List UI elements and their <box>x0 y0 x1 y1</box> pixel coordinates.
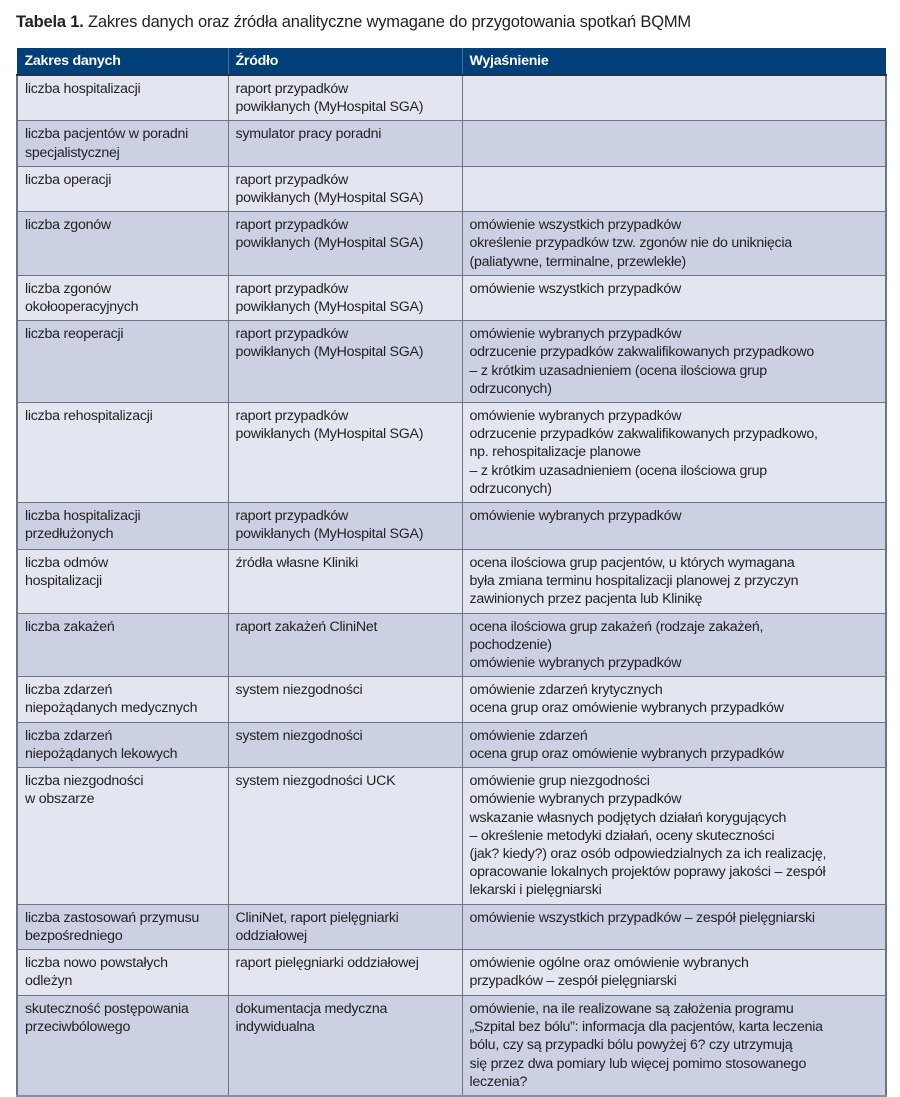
cell-explanation <box>462 503 886 550</box>
cell-source <box>228 503 462 550</box>
cell-source-line: raport przypadków <box>235 508 348 525</box>
cell-source-line: indywidualna <box>235 1019 315 1036</box>
cell-source-line: raport przypadków <box>235 171 348 188</box>
cell-source-line: symulator pracy poradni <box>235 126 382 143</box>
cell-explanation-line: omówienie, na ile realizowane są założenia programu <box>469 1000 794 1017</box>
table-row <box>17 904 886 949</box>
cell-scope-line: liczba hospitalizacji <box>25 508 141 525</box>
cell-scope <box>17 904 228 949</box>
cell-source-line: powikłanych (MyHospital SGA) <box>235 526 424 543</box>
cell-explanation-line: odrzucenie przypadków zakwalifikowanych przypadkowo <box>469 344 814 361</box>
cell-scope <box>17 768 228 904</box>
cell-scope <box>17 75 228 121</box>
cell-scope-line: przeciwbólowego <box>25 1019 131 1036</box>
cell-source <box>228 768 462 904</box>
cell-explanation-line: ocena grup oraz omówienie wybranych przypadków <box>469 700 784 717</box>
cell-scope-line: liczba reoperacji <box>25 326 124 343</box>
cell-scope <box>17 275 228 320</box>
table-body <box>17 75 886 1096</box>
cell-explanation-line: – określenie metodyki działań, oceny skuteczności <box>469 827 775 844</box>
cell-scope-line: okołooperacyjnych <box>25 299 139 316</box>
cell-explanation-line: ocena ilościowa grup zakażeń (rodzaje zakażeń, <box>469 618 764 635</box>
cell-explanation <box>462 166 886 211</box>
cell-explanation-line: wskazanie własnych podjętych działań korygujących <box>469 809 787 826</box>
cell-source-line: powikłanych (MyHospital SGA) <box>235 426 424 443</box>
cell-scope-line: skuteczność postępowania <box>25 1000 189 1017</box>
cell-source <box>228 722 462 767</box>
cell-source <box>228 677 462 722</box>
cell-source <box>228 403 462 503</box>
cell-explanation <box>462 768 886 904</box>
cell-scope <box>17 949 228 995</box>
cell-scope <box>17 403 228 503</box>
cell-source <box>228 275 462 320</box>
cell-source <box>228 121 462 166</box>
cell-source-line: raport przypadków <box>235 326 348 343</box>
cell-explanation-line: ocena grup oraz omówienie wybranych przypadków <box>469 745 784 762</box>
cell-source-line: raport przypadków <box>235 280 348 297</box>
cell-scope <box>17 321 228 403</box>
caption-label: Tabela 1. <box>16 13 84 31</box>
cell-source <box>228 904 462 949</box>
cell-source <box>228 166 462 211</box>
cell-explanation <box>462 212 886 276</box>
cell-explanation-line: pochodzenie) <box>469 636 552 653</box>
cell-source-line: dokumentacja medyczna <box>235 1000 388 1017</box>
table-row <box>17 722 886 767</box>
cell-scope-line: odleżyn <box>25 973 73 990</box>
cell-scope-line: liczba nowo powstałych <box>25 954 168 971</box>
cell-explanation-line: omówienie ogólne oraz omówienie wybranych <box>469 954 749 971</box>
cell-explanation-line: omówienie zdarzeń krytycznych <box>469 682 663 699</box>
cell-explanation-line: była zmiana terminu hospitalizacji planowej z przyczyn <box>469 573 799 590</box>
cell-scope-line: niepożądanych medycznych <box>25 700 198 717</box>
cell-scope-line: liczba zdarzeń <box>25 682 113 699</box>
table-row <box>17 166 886 211</box>
table-header-row <box>17 48 886 75</box>
cell-explanation-line: lekarski i pielęgniarski <box>469 882 602 899</box>
table-row <box>17 275 886 320</box>
cell-source-line: raport przypadków <box>235 408 348 425</box>
cell-scope-line: liczba operacji <box>25 171 112 188</box>
table-row <box>17 403 886 503</box>
cell-scope <box>17 677 228 722</box>
cell-explanation-line: (jak? kiedy?) oraz osób odpowiedzialnych za ich realizację, <box>469 845 827 862</box>
cell-explanation-line: omówienie wszystkich przypadków <box>469 280 681 297</box>
cell-explanation-line: omówienie wybranych przypadków <box>469 655 682 672</box>
cell-explanation-line: omówienie wszystkich przypadków <box>469 217 681 234</box>
cell-explanation-line: omówienie wybranych przypadków <box>469 326 682 343</box>
cell-source <box>228 995 462 1096</box>
cell-scope <box>17 613 228 677</box>
cell-source <box>228 321 462 403</box>
cell-scope-line: liczba hospitalizacji <box>25 81 141 97</box>
cell-explanation <box>462 677 886 722</box>
cell-source <box>228 613 462 677</box>
cell-source-line: raport przypadków <box>235 217 348 234</box>
cell-scope-line: liczba zgonów <box>25 280 111 297</box>
cell-explanation-line: (paliatywne, terminalne, przewlekłe) <box>469 253 687 270</box>
cell-explanation-line: odrzucenie przypadków zakwalifikowanych przypadkowo, <box>469 426 818 443</box>
cell-explanation-line: omówienie wybranych przypadków <box>469 408 682 425</box>
cell-scope <box>17 503 228 550</box>
cell-explanation-line: odrzuconych) <box>469 380 552 397</box>
caption-text: Zakres danych oraz źródła analityczne wymagane do przygotowania spotkań BQMM <box>87 13 691 31</box>
table-row <box>17 995 886 1096</box>
cell-explanation <box>462 550 886 614</box>
cell-explanation-line: ocena ilościowa grup pacjentów, u których wymagana <box>469 555 795 572</box>
cell-scope <box>17 121 228 166</box>
table-row <box>17 121 886 166</box>
cell-source <box>228 212 462 276</box>
cell-source-line: powikłanych (MyHospital SGA) <box>235 299 424 316</box>
cell-scope-line: hospitalizacji <box>25 573 102 590</box>
cell-scope-line: liczba pacjentów w poradni <box>25 126 189 143</box>
header-explanation: Wyjaśnienie <box>462 48 886 75</box>
cell-source-line: system niezgodności UCK <box>235 773 396 790</box>
cell-explanation-line: przypadków – zespół pielęgniarski <box>469 973 677 990</box>
table-row <box>17 613 886 677</box>
cell-source-line: oddziałowej <box>235 927 307 944</box>
cell-scope-line: liczba zastosowań przymusu <box>25 909 200 926</box>
cell-scope <box>17 550 228 614</box>
data-sources-table <box>16 48 887 1097</box>
cell-scope <box>17 212 228 276</box>
cell-explanation <box>462 904 886 949</box>
cell-source-line: powikłanych (MyHospital SGA) <box>235 190 424 207</box>
cell-explanation-line: omówienie zdarzeń <box>469 727 588 744</box>
cell-explanation-line: bólu, czy są przypadki bólu powyżej 6? czy utrzymują <box>469 1037 793 1054</box>
cell-scope-line: liczba odmów <box>25 555 108 572</box>
table-row <box>17 212 886 276</box>
cell-explanation-line: się przez dwa pomiary lub więcej pomimo stosowanego <box>469 1055 807 1072</box>
cell-scope-line: liczba zgonów <box>25 217 111 234</box>
cell-scope-line: przedłużonych <box>25 526 114 543</box>
table-row <box>17 550 886 614</box>
cell-source-line: źródła własne Kliniki <box>235 555 358 572</box>
cell-explanation <box>462 722 886 767</box>
cell-source-line: CliniNet, raport pielęgniarki <box>235 909 399 926</box>
table-row <box>17 949 886 995</box>
cell-explanation-line: odrzuconych) <box>469 480 552 497</box>
table-row <box>17 768 886 904</box>
cell-explanation <box>462 949 886 995</box>
cell-explanation <box>462 121 886 166</box>
cell-explanation-line: zawinionych przez pacjenta lub Klinikę <box>469 591 703 608</box>
cell-explanation-line: np. rehospitalizacje planowe <box>469 444 641 461</box>
header-scope: Zakres danych <box>17 48 228 75</box>
cell-source-line: raport zakażeń CliniNet <box>235 618 378 635</box>
cell-explanation-line: leczenia? <box>469 1073 528 1090</box>
cell-explanation <box>462 995 886 1096</box>
cell-scope-line: liczba zdarzeń <box>25 727 113 744</box>
cell-explanation-line: omówienie wybranych przypadków <box>469 791 682 808</box>
cell-source-line: raport pielęgniarki oddziałowej <box>235 954 419 971</box>
cell-scope <box>17 722 228 767</box>
header-source: Źródło <box>228 48 462 75</box>
cell-source <box>228 949 462 995</box>
cell-source-line: powikłanych (MyHospital SGA) <box>235 344 424 361</box>
table-row <box>17 321 886 403</box>
cell-source <box>228 550 462 614</box>
cell-scope-line: liczba rehospitalizacji <box>25 408 153 425</box>
cell-scope-line: specjalistycznej <box>25 144 120 161</box>
cell-explanation-line: określenie przypadków tzw. zgonów nie do uniknięcia <box>469 235 792 252</box>
table-row <box>17 503 886 550</box>
cell-source-line: system niezgodności <box>235 682 363 699</box>
cell-explanation-line: opracowanie lokalnych projektów poprawy jakości – zespół <box>469 864 826 881</box>
cell-explanation-line: omówienie grup niezgodności <box>469 773 650 790</box>
cell-source-line: raport przypadków <box>235 81 348 97</box>
cell-scope-line: bezpośredniego <box>25 927 123 944</box>
cell-source-line: powikłanych (MyHospital SGA) <box>235 235 424 252</box>
cell-explanation-line: omówienie wybranych przypadków <box>469 508 682 525</box>
cell-explanation-line: „Szpital bez bólu”: informacja dla pacjentów, karta leczenia <box>469 1019 823 1036</box>
cell-scope-line: niepożądanych lekowych <box>25 745 178 762</box>
cell-explanation <box>462 275 886 320</box>
cell-scope <box>17 995 228 1096</box>
cell-scope <box>17 166 228 211</box>
table-row <box>17 677 886 722</box>
cell-scope-line: liczba zakażeń <box>25 618 115 635</box>
cell-explanation-line: omówienie wszystkich przypadków – zespół pielęgniarski <box>469 909 815 926</box>
cell-explanation-line: – z krótkim uzasadnieniem (ocena ilościowa grup <box>469 462 767 479</box>
cell-source-line: powikłanych (MyHospital SGA) <box>235 99 424 116</box>
cell-scope-line: w obszarze <box>25 791 95 808</box>
cell-source-line: system niezgodności <box>235 727 363 744</box>
table-row <box>17 75 886 121</box>
cell-explanation <box>462 75 886 121</box>
cell-source <box>228 75 462 121</box>
cell-explanation <box>462 403 886 503</box>
table-caption <box>16 10 691 34</box>
cell-explanation-line: – z krótkim uzasadnieniem (ocena ilościowa grup <box>469 362 767 379</box>
cell-explanation <box>462 321 886 403</box>
cell-explanation <box>462 613 886 677</box>
cell-scope-line: liczba niezgodności <box>25 773 144 790</box>
